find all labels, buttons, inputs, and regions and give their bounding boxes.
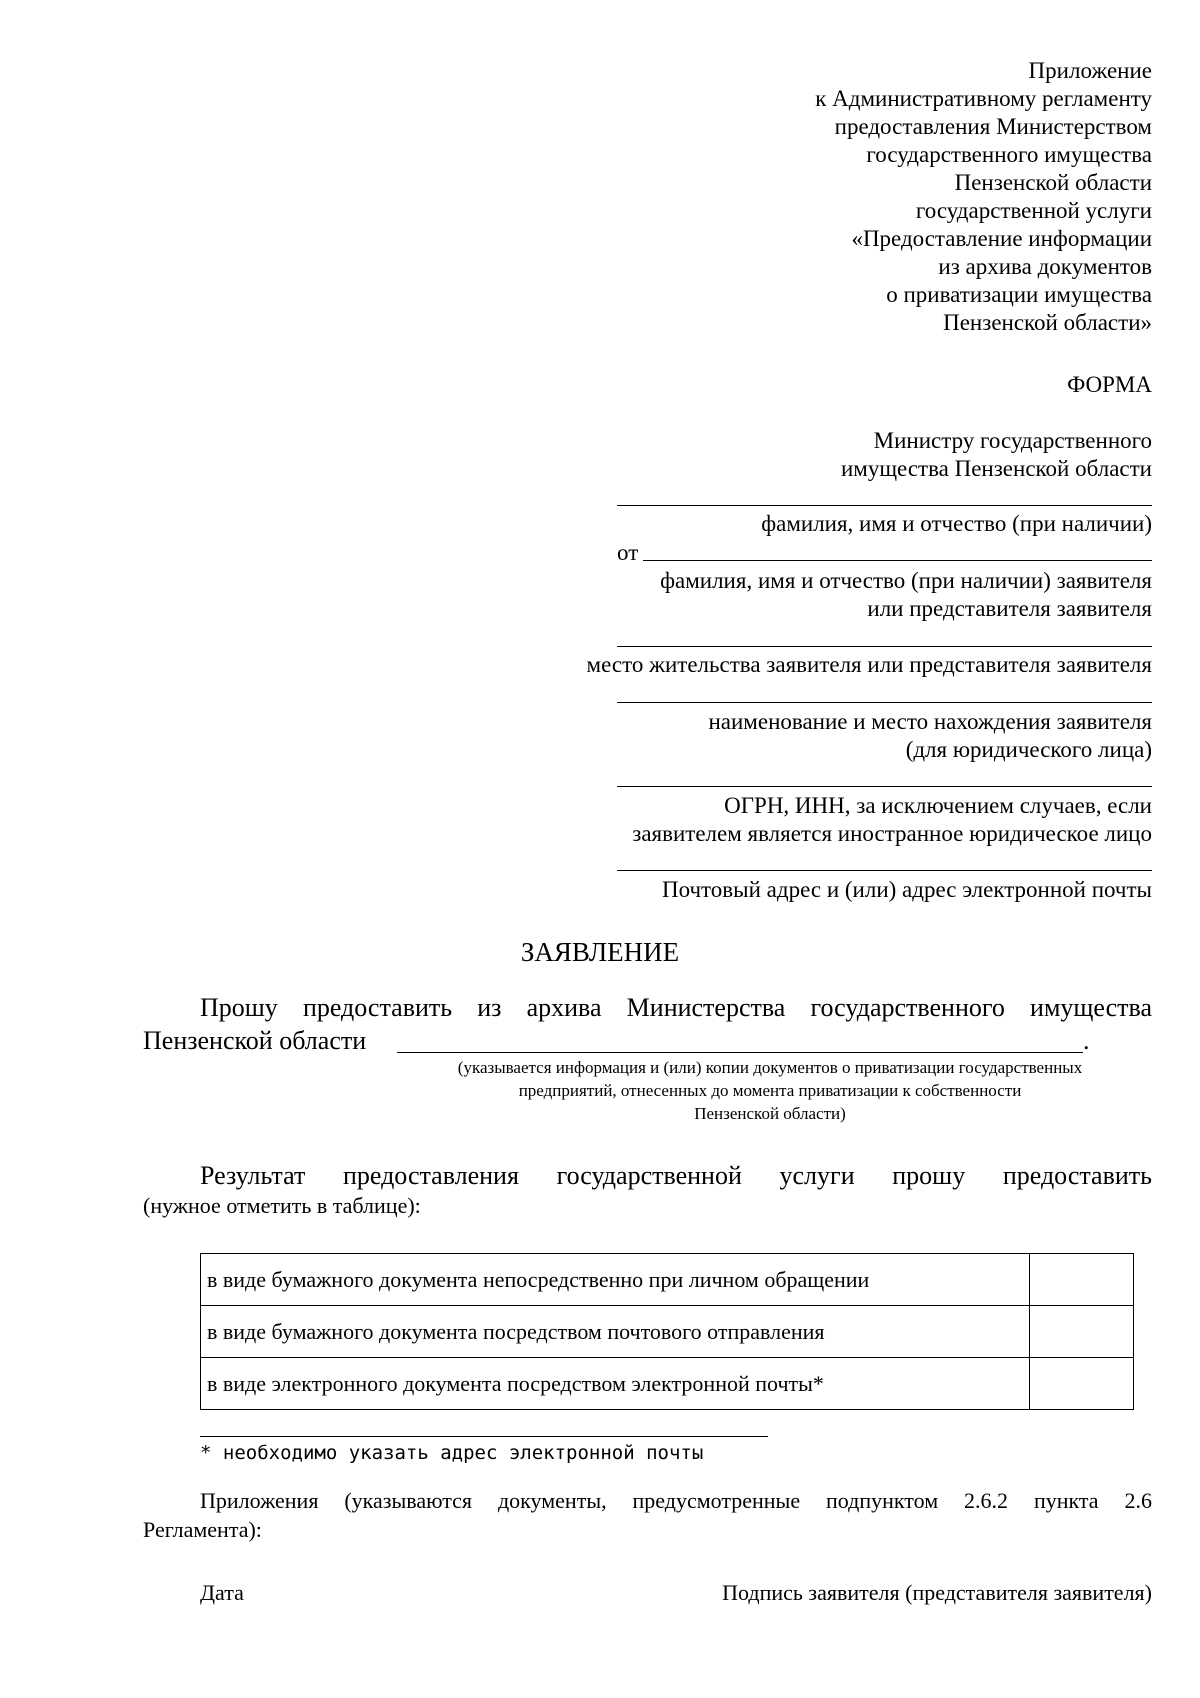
minister-name-field[interactable] [617,505,1152,506]
postal-address-field[interactable] [617,870,1152,871]
addressee-line: имущества Пензенской области [840,456,1152,481]
option-checkbox-cell[interactable] [1030,1358,1134,1410]
result-text: Результат предоставления государственной услуги прошу предоставить [200,1161,1152,1190]
ogrn-inn-caption: заявителем является иностранное юридическое лицо [632,821,1152,846]
option-label: в виде электронного документа посредством электронной почты* [201,1358,1030,1410]
appendix-line: Пензенской области» [943,310,1152,335]
applicant-caption: фамилия, имя и отчество (при наличии) заявителя [660,568,1152,593]
statement-title: ЗАЯВЛЕНИЕ [520,937,680,967]
from-label: от [617,540,639,565]
request-note: предприятий, отнесенных до момента приватизации к собственности [518,1081,1022,1100]
legal-entity-caption: наименование и место нахождения заявителя [708,709,1152,734]
request-note: (указывается информация и (или) копии документов о приватизации государственных [457,1058,1083,1077]
applicant-name-field[interactable] [643,560,1152,561]
table-row [201,1254,1134,1306]
appendix-line: к Административному регламенту [815,86,1152,111]
residence-caption: место жительства заявителя или представителя заявителя [586,652,1152,677]
footnote-text: * необходимо указать адрес электронной почты [200,1442,704,1464]
appendix-line: о приватизации имущества [886,282,1152,307]
option-label: в виде бумажного документа непосредственно при личном обращении [201,1254,1030,1306]
request-period: . [1083,1026,1090,1055]
addressee-line: Министру государственного [873,428,1152,453]
appendix-line: предоставления Министерством [834,114,1152,139]
request-note: Пензенской области) [694,1104,846,1123]
request-text: Прошу предоставить из архива Министерства государственного имущества [200,993,1152,1022]
legal-entity-field[interactable] [617,702,1152,703]
ogrn-inn-caption: ОГРН, ИНН, за исключением случаев, если [724,793,1152,818]
appendix-line: государственной услуги [915,198,1152,223]
option-label: в виде бумажного документа посредством почтового отправления [201,1306,1030,1358]
appendix-line: Приложение [1028,58,1152,83]
ogrn-inn-field[interactable] [617,786,1152,787]
attachments-text: Приложения (указываются документы, предусмотренные подпунктом 2.6.2 пункта 2.6 [200,1488,1152,1513]
table-row [201,1358,1134,1410]
attachments-text: Регламента): [143,1517,262,1542]
appendix-line: «Предоставление информации [851,226,1152,251]
signature-label: Подпись заявителя (представителя заявителя) [722,1580,1152,1605]
appendix-line: государственного имущества [866,142,1152,167]
table-row [201,1306,1134,1358]
footnote-separator [200,1436,768,1437]
request-text: Пензенской области [143,1026,367,1055]
applicant-caption: или представителя заявителя [867,596,1152,621]
legal-entity-caption: (для юридического лица) [905,737,1152,762]
requested-documents-field[interactable] [397,1052,1083,1053]
form-label: ФОРМА [1067,372,1152,397]
minister-name-caption: фамилия, имя и отчество (при наличии) [761,511,1152,536]
appendix-line: из архива документов [938,254,1152,279]
result-text: (нужное отметить в таблице): [143,1193,421,1218]
option-checkbox-cell[interactable] [1030,1306,1134,1358]
date-label: Дата [200,1580,244,1605]
appendix-line: Пензенской области [954,170,1152,195]
delivery-options-table [200,1253,1134,1410]
option-checkbox-cell[interactable] [1030,1254,1134,1306]
postal-address-caption: Почтовый адрес и (или) адрес электронной почты [661,877,1152,902]
residence-field[interactable] [617,646,1152,647]
